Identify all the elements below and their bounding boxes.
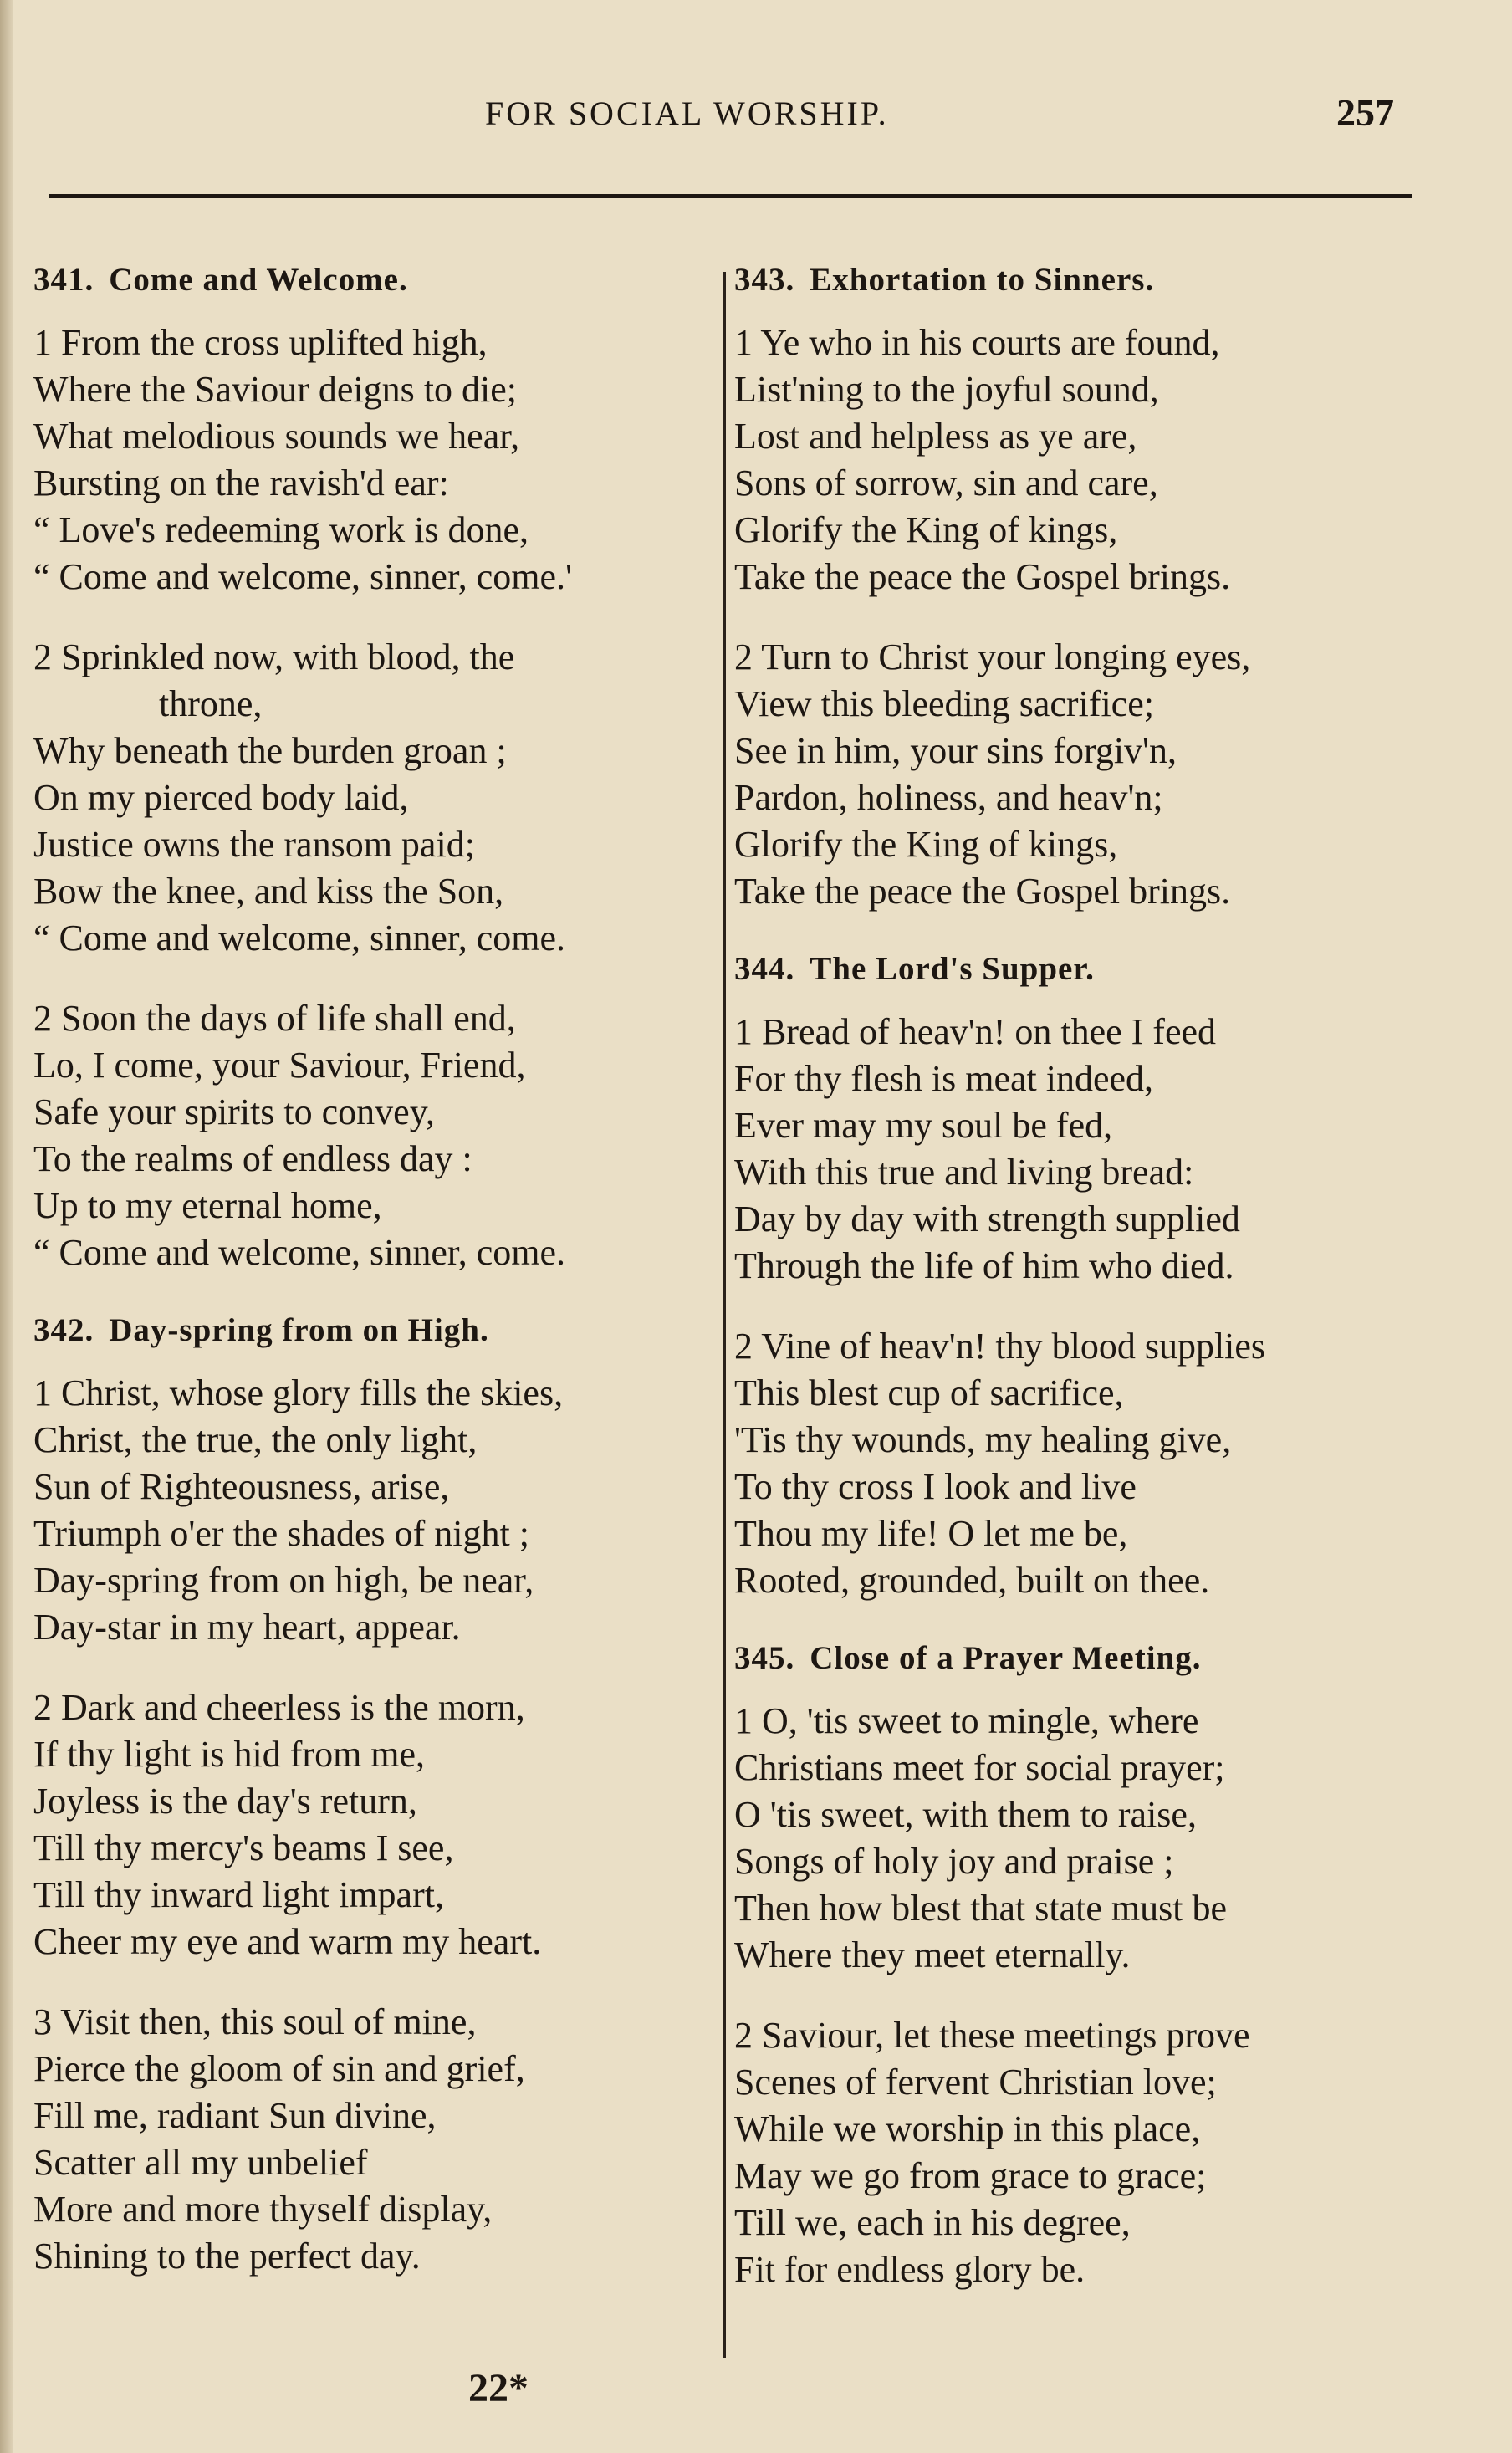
hymn — [33, 1310, 711, 2280]
verse-line: Through the life of him who died. — [734, 1245, 1234, 1286]
verse-line: Ever may my soul be fed, — [734, 1105, 1113, 1146]
page-gutter-shadow — [0, 0, 13, 2453]
right-column — [734, 259, 1403, 2327]
verse-line: 3 Visit then, this soul of mine, — [33, 2001, 477, 2042]
verse-line: 'Tis thy wounds, my healing give, — [734, 1419, 1232, 1460]
verse-line: Bow the knee, and kiss the Son, — [33, 871, 504, 912]
verse-line: Cheer my eye and warm my heart. — [33, 1921, 542, 1962]
verse-line: 1 Bread of heav'n! on thee I feed — [734, 1011, 1216, 1052]
verse-line: 2 Dark and cheerless is the morn, — [33, 1687, 525, 1728]
hymn-title — [734, 1638, 1403, 1679]
verse-line: 2 Saviour, let these meetings prove — [734, 2015, 1250, 2056]
verse-line: Fit for endless glory be. — [734, 2249, 1085, 2290]
verse-line: Day-star in my heart, appear. — [33, 1607, 461, 1648]
verse-line: Sons of sorrow, sin and care, — [734, 462, 1158, 503]
hymn-title-text: The Lord's Supper. — [810, 951, 1095, 987]
verse-line: More and more thyself display, — [33, 2189, 493, 2230]
stanza — [734, 2012, 1403, 2293]
verse-line: 1 O, 'tis sweet to mingle, where — [734, 1700, 1199, 1741]
verse-line: While we worship in this place, — [734, 2108, 1201, 2149]
verse-line: Day-spring from on high, be near, — [33, 1560, 534, 1601]
verse-line: Where they meet eternally. — [734, 1934, 1131, 1975]
hymn-title — [33, 1310, 711, 1352]
verse-line: Up to my eternal home, — [33, 1185, 382, 1226]
hymn-title — [33, 259, 711, 301]
verse-line: Scatter all my unbelief — [33, 2142, 368, 2183]
hymn-title-text: Close of a Prayer Meeting. — [810, 1640, 1202, 1676]
verse-line: Scenes of fervent Christian love; — [734, 2062, 1217, 2103]
verse-line: 1 Ye who in his courts are found, — [734, 322, 1220, 363]
verse-line: “ Come and welcome, sinner, come.' — [33, 556, 572, 597]
verse-line: Songs of holy joy and praise ; — [734, 1841, 1174, 1882]
verse-line: Thou my life! O let me be, — [734, 1513, 1128, 1554]
verse-line: 2 Turn to Christ your longing eyes, — [734, 636, 1251, 677]
verse-line: Christians meet for social prayer; — [734, 1747, 1225, 1788]
hymn — [734, 259, 1403, 915]
running-head: FOR SOCIAL WORSHIP. — [485, 95, 889, 132]
verse-line: Then how blest that state must be — [734, 1888, 1227, 1929]
hymn-number: 343. — [734, 262, 795, 298]
verse-line: View this bleeding sacrifice; — [734, 683, 1154, 724]
verse-line: Christ, the true, the only light, — [33, 1419, 478, 1460]
verse-line: “ Love's redeeming work is done, — [33, 509, 529, 550]
verse-line: What melodious sounds we hear, — [33, 416, 520, 457]
stanza — [33, 319, 711, 600]
verse-line: Triumph o'er the shades of night ; — [33, 1513, 529, 1554]
verse-line: List'ning to the joyful sound, — [734, 369, 1159, 410]
verse-line: O 'tis sweet, with them to raise, — [734, 1794, 1197, 1835]
verse-line: With this true and living bread: — [734, 1152, 1194, 1193]
verse-line: Why beneath the burden groan ; — [33, 730, 507, 771]
verse-line: Glorify the King of kings, — [734, 824, 1118, 865]
hymn-number: 344. — [734, 951, 795, 987]
stanza — [33, 1999, 711, 2280]
verse-line: May we go from grace to grace; — [734, 2155, 1207, 2196]
verse-line: Fill me, radiant Sun divine, — [33, 2095, 437, 2136]
hymn-number: 341. — [33, 262, 94, 298]
verse-line: Where the Saviour deigns to die; — [33, 369, 517, 410]
left-column — [33, 259, 711, 2313]
stanza — [734, 1698, 1403, 1979]
verse-line: 2 Soon the days of life shall end, — [33, 998, 516, 1039]
verse-line: Bursting on the ravish'd ear: — [33, 462, 449, 503]
verse-line: Day by day with strength supplied — [734, 1198, 1240, 1239]
verse-line: See in him, your sins forgiv'n, — [734, 730, 1177, 771]
verse-line: Till thy mercy's beams I see, — [33, 1827, 454, 1868]
stanza — [734, 319, 1403, 600]
verse-line: 1 Christ, whose glory fills the skies, — [33, 1372, 564, 1413]
header-rule — [49, 194, 1412, 198]
verse-line: Shining to the perfect day. — [33, 2236, 421, 2277]
verse-line: Pardon, holiness, and heav'n; — [734, 777, 1163, 818]
verse-line: Justice owns the ransom paid; — [33, 824, 475, 865]
stanza — [33, 634, 711, 962]
hymn — [734, 948, 1403, 1604]
verse-line: On my pierced body laid, — [33, 777, 409, 818]
signature-mark: 22* — [468, 2366, 529, 2410]
verse-line: Joyless is the day's return, — [33, 1781, 417, 1822]
stanza — [33, 1370, 711, 1651]
stanza — [734, 1323, 1403, 1604]
hymn-title — [734, 948, 1403, 990]
verse-line: This blest cup of sacrifice, — [734, 1372, 1124, 1413]
verse-line: Take the peace the Gospel brings. — [734, 871, 1231, 912]
verse-line: Rooted, grounded, built on thee. — [734, 1560, 1210, 1601]
verse-line: 1 From the cross uplifted high, — [33, 322, 488, 363]
verse-line: Glorify the King of kings, — [734, 509, 1118, 550]
verse-line: Sun of Righteousness, arise, — [33, 1466, 450, 1507]
verse-line: Take the peace the Gospel brings. — [734, 556, 1231, 597]
verse-line: Till thy inward light impart, — [33, 1874, 444, 1915]
verse-line: 2 Vine of heav'n! thy blood supplies — [734, 1326, 1266, 1367]
verse-line: If thy light is hid from me, — [33, 1734, 426, 1775]
verse-line: For thy flesh is meat indeed, — [734, 1058, 1154, 1099]
hymn-number: 342. — [33, 1312, 94, 1348]
stanza — [734, 1009, 1403, 1290]
stanza — [33, 1684, 711, 1965]
verse-line: Lo, I come, your Saviour, Friend, — [33, 1045, 526, 1086]
hymn-title-text: Day-spring from on High. — [109, 1312, 489, 1348]
column-divider — [723, 272, 726, 2358]
stanza — [33, 995, 711, 1276]
verse-line: Pierce the gloom of sin and grief, — [33, 2048, 525, 2089]
verse-line: To thy cross I look and live — [734, 1466, 1137, 1507]
verse-line: 2 Sprinkled now, with blood, the — [33, 636, 515, 677]
page-number: 257 — [1336, 91, 1394, 134]
hymn-title-text: Come and Welcome. — [109, 262, 408, 298]
hymn-title-text: Exhortation to Sinners. — [810, 262, 1155, 298]
verse-line: Safe your spirits to convey, — [33, 1091, 435, 1132]
hymn-number: 345. — [734, 1640, 795, 1676]
verse-line: Lost and helpless as ye are, — [734, 416, 1137, 457]
verse-line: Till we, each in his degree, — [734, 2202, 1131, 2243]
hymn — [33, 259, 711, 1276]
verse-line: “ Come and welcome, sinner, come. — [33, 1232, 566, 1273]
verse-line: To the realms of endless day : — [33, 1138, 472, 1179]
hymn-title — [734, 259, 1403, 301]
hymn — [734, 1638, 1403, 2293]
verse-line: throne, — [159, 683, 263, 724]
stanza — [734, 634, 1403, 915]
verse-line: “ Come and welcome, sinner, come. — [33, 917, 566, 958]
